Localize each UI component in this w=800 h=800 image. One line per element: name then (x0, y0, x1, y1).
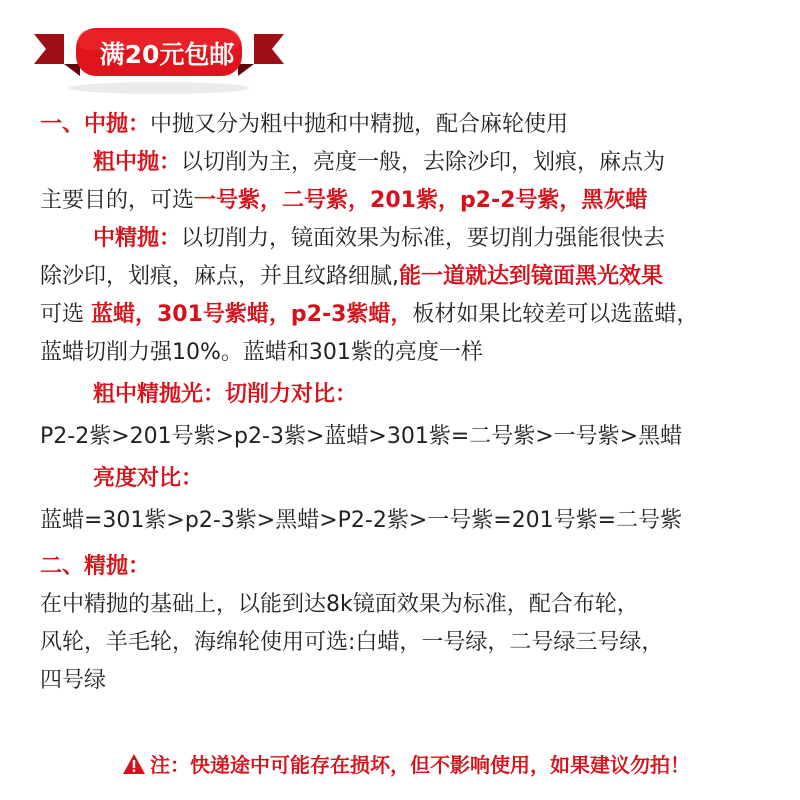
notice-text: 注：快递途中可能存在损坏，但不影响使用，如果建议勿拍！ (150, 753, 690, 777)
section2-line-3 (40, 662, 775, 700)
section1-heading: 一、中抛： (40, 112, 151, 137)
fine-line-2 (40, 258, 775, 296)
bright-compare-text: 蓝蜡=301紫>p2-3紫>黑蜡>P2-2紫>一号紫=201号紫=二号紫 (40, 508, 683, 533)
cut-compare-text: P2-2紫>201号紫>p2-3紫>蓝蜡>301紫=二号紫>一号紫>黑蜡 (40, 424, 683, 449)
fine-label: 中精抛： (93, 226, 182, 251)
bright-compare-line (40, 502, 775, 540)
bright-compare-label: 亮度对比： (93, 466, 204, 491)
free-shipping-banner (34, 22, 284, 100)
section1-intro: 中抛又分为粗中抛和中精抛，配合麻轮使用 (150, 112, 569, 137)
section1-heading-line (40, 106, 775, 144)
fine-line-4 (40, 334, 775, 372)
fine-text-2b: 能一道就达到镜面黑光效果 (399, 264, 664, 289)
fine-line-3 (40, 296, 775, 334)
section2-text-1: 在中精抛的基础上，以能到达8k镜面效果为标准，配合布轮， (40, 592, 639, 617)
rough-line-2 (40, 182, 775, 220)
rough-options: 一号紫，二号紫，201紫，p2-2号紫，黑灰蜡 (194, 188, 648, 213)
rough-text-2: 主要目的，可选 (40, 188, 195, 213)
warning-icon (122, 753, 146, 775)
cut-compare-label-line (40, 376, 775, 414)
fine-text-1: 以切削力，镜面效果为标准，要切削力强能很快去 (181, 226, 666, 251)
cut-compare-label: 粗中精抛光：切削力对比： (93, 382, 358, 407)
section2-line-2 (40, 624, 775, 662)
section2-heading-line (40, 548, 775, 586)
section2-text-3: 四号绿 (40, 668, 107, 693)
fine-line-1 (40, 220, 775, 258)
section2-heading: 二、精抛： (40, 554, 151, 579)
shipping-notice (122, 750, 690, 780)
fine-text-3a: 可选 (40, 302, 91, 327)
fine-text-2a: 除沙印，划痕，麻点，并且纹路细腻, (40, 264, 399, 289)
banner-text: 满20元包邮 (99, 40, 235, 69)
rough-text-1: 以切削为主，亮度一般，去除沙印，划痕，麻点为 (181, 150, 666, 175)
section2-line-1 (40, 586, 775, 624)
cut-compare-line (40, 418, 775, 456)
content (40, 106, 775, 700)
section2-text-2: 风轮，羊毛轮，海绵轮使用可选:白蜡，一号绿，二号绿三号绿， (40, 630, 664, 655)
fine-text-4: 蓝蜡切削力强10%。蓝蜡和301紫的亮度一样 (40, 340, 483, 365)
rough-label: 粗中抛： (93, 150, 182, 175)
rough-line-1 (40, 144, 775, 182)
fine-text-3c: 板材如果比较差可以选蓝蜡， (412, 302, 699, 327)
fine-text-3b: 蓝蜡，301号紫蜡，p2-3紫蜡， (91, 302, 413, 327)
bright-compare-label-line (40, 460, 775, 498)
